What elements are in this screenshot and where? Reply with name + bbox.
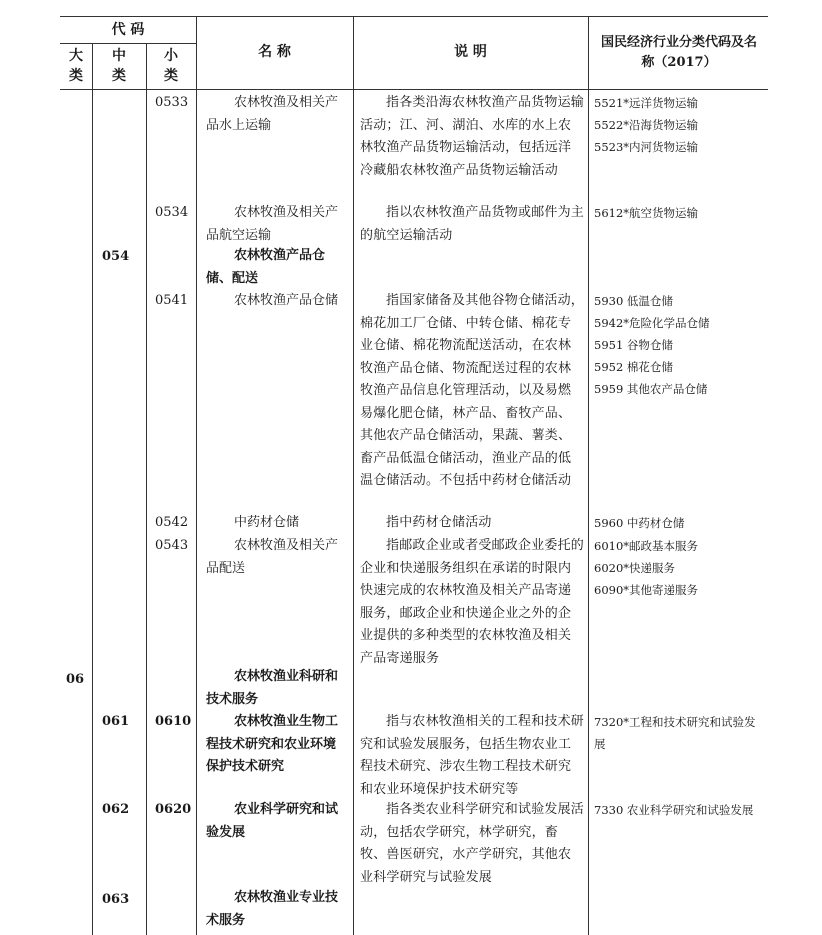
- mid-category-code: 062: [102, 802, 130, 817]
- category-description: 指与农林牧渔相关的工程和技术研究和试验发展服务，包括生物农业工程技术研究、涉农生物工程技术研究和农业环境保护技术研究等: [360, 714, 585, 797]
- small-category-code: 0533: [155, 95, 189, 110]
- table-top-rule: [60, 16, 768, 17]
- national-code: 5522*沿海货物运输: [594, 118, 699, 132]
- national-code: 5521*远洋货物运输: [594, 96, 699, 110]
- national-codes: [594, 290, 766, 400]
- national-codes: [594, 512, 766, 534]
- small-category-code: 0620: [155, 802, 192, 817]
- divider-big-mid: [92, 43, 93, 935]
- header-small-category: 小类: [164, 48, 178, 84]
- category-name: 农林牧渔产品仓储、配送: [206, 248, 326, 286]
- category-description: 指中药材仓储活动: [386, 515, 492, 530]
- mid-category-code: 054: [102, 249, 130, 264]
- category-description: 指各类沿海农林牧渔产品货物运输活动；江、河、湖泊、水库的水上农林牧渔产品货物运输活动，包括远洋冷藏船农林牧渔产品货物运输活动: [360, 95, 585, 178]
- national-code: 6010*邮政基本服务: [594, 539, 699, 553]
- category-name: 中药材仓储: [234, 515, 300, 530]
- big-category-code: 06: [66, 672, 85, 687]
- divider-name-desc: [353, 16, 354, 935]
- category-name: 农业科学研究和试验发展: [206, 802, 339, 840]
- small-category-code: 0534: [155, 205, 189, 220]
- small-category-code: 0543: [155, 538, 189, 553]
- category-description: 指以农林牧渔产品货物或邮件为主的航空运输活动: [360, 205, 585, 243]
- national-codes: [594, 799, 766, 821]
- header-big-category: 大类: [69, 48, 83, 84]
- header-description: 说 明: [454, 44, 487, 60]
- header-name: 名 称: [258, 44, 291, 60]
- header-mid-category: 中类: [112, 48, 126, 84]
- national-code: 5952 棉花仓储: [594, 360, 673, 374]
- national-codes: [594, 711, 766, 755]
- category-description: 指邮政企业或者受邮政企业委托的企业和快递服务组织在承诺的时限内快速完成的农林牧渔及相关产品寄递服务，邮政企业和快递企业之外的企业提供的多种类型的农林牧渔及相关产品寄递服务: [360, 538, 585, 666]
- national-codes: [594, 92, 766, 158]
- mid-category-code: 061: [102, 714, 130, 729]
- category-name: 农林牧渔产品仓储: [234, 293, 339, 308]
- category-name: 农林牧渔业科研和技术服务: [206, 669, 339, 707]
- national-code: 6020*快递服务: [594, 561, 676, 575]
- national-code: 7320*工程和技术研究和试验发展: [594, 715, 756, 751]
- small-category-code: 0610: [155, 714, 192, 729]
- national-code: 5959 其他农产品仓储: [594, 382, 708, 396]
- national-code: 5951 谷物仓储: [594, 338, 673, 352]
- category-description: 指国家储备及其他谷物仓储活动，棉花加工厂仓储、中转仓储、棉花专业仓储、棉花物流配送活动，在农林牧渔产品仓储、物流配送过程的农林牧渔产品信息化管理活动，以及易燃易爆化肥仓储，林产品、畜牧产品、其他农产品仓储活动，果蔬、薯类、畜产品低温仓储活动，渔业产品的低温仓储活动。不包括中药材仓储活动: [360, 293, 585, 488]
- small-category-code: 0542: [155, 515, 189, 530]
- category-name: 农林牧渔及相关产品配送: [206, 538, 339, 576]
- divider-desc-national: [588, 16, 589, 935]
- small-category-code: 0541: [155, 293, 189, 308]
- national-code: 5942*危险化学品仓储: [594, 316, 710, 330]
- category-name: 农林牧渔业专业技术服务: [206, 890, 339, 928]
- header-bottom-rule: [60, 89, 768, 90]
- national-codes: [594, 202, 766, 224]
- category-name: 农林牧渔及相关产品航空运输: [206, 205, 339, 243]
- national-code: 5612*航空货物运输: [594, 206, 699, 220]
- national-code: 7330 农业科学研究和试验发展: [594, 803, 754, 817]
- mid-category-code: 063: [102, 892, 130, 907]
- code-group-divider: [60, 43, 196, 44]
- national-code: 5523*内河货物运输: [594, 140, 699, 154]
- national-codes: [594, 535, 766, 601]
- header-code-group: 代 码: [111, 22, 145, 38]
- header-national-classification: 国民经济行业分类代码及名称（2017）: [600, 35, 757, 70]
- national-code: 6090*其他寄递服务: [594, 583, 699, 597]
- divider-mid-small: [146, 43, 147, 935]
- national-code: 5960 中药材仓储: [594, 516, 685, 530]
- category-name: 农林牧渔业生物工程技术研究和农业环境保护技术研究: [206, 714, 339, 774]
- national-code: 5930 低温仓储: [594, 294, 673, 308]
- category-description: 指各类农业科学研究和试验发展活动，包括农学研究，林学研究，畜牧、兽医研究，水产学研究，其他农业科学研究与试验发展: [360, 802, 585, 885]
- category-name: 农林牧渔及相关产品水上运输: [206, 95, 339, 133]
- divider-small-name: [196, 16, 197, 935]
